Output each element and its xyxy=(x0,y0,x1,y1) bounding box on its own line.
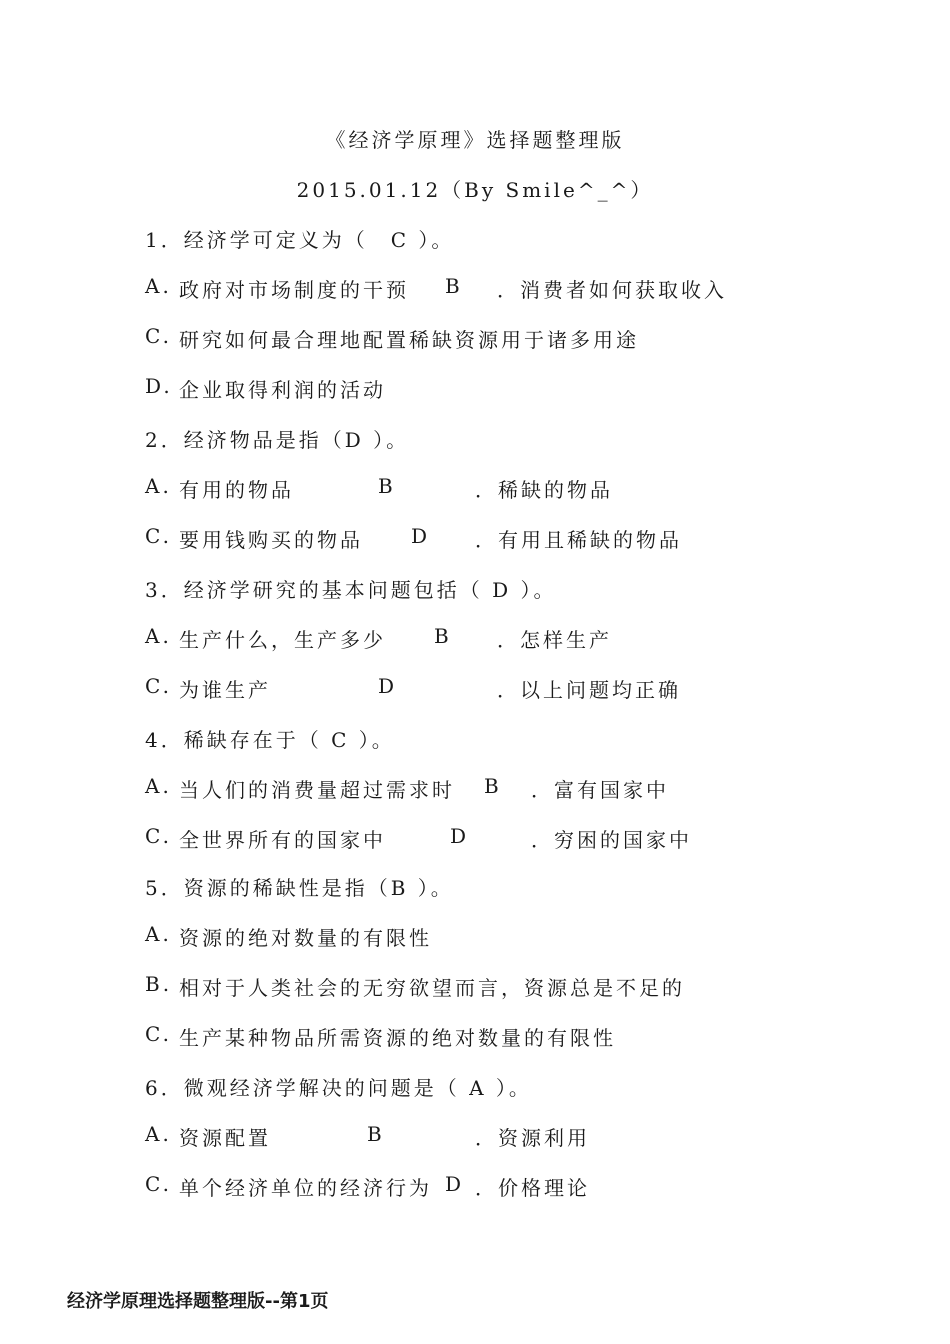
option-text: 相对于人类社会的无穷欲望而言，资源总是不足的 xyxy=(179,976,685,1000)
question-stem: 1．经济学可定义为（ C ）。 xyxy=(145,228,455,252)
option-text: ．资源利用 xyxy=(475,1126,590,1150)
question-stem: 2．经济物品是指（D ）。 xyxy=(145,428,410,452)
option-text: ．富有国家中 xyxy=(531,778,669,802)
option-label: A. xyxy=(145,474,172,498)
option-text: 当人们的消费量超过需求时 xyxy=(179,778,455,802)
option-text: ．以上问题均正确 xyxy=(497,678,681,702)
option-text: 企业取得利润的活动 xyxy=(179,378,386,402)
option-label: A. xyxy=(145,274,172,298)
option-text: 资源的绝对数量的有限性 xyxy=(179,926,432,950)
option-text: ．有用且稀缺的物品 xyxy=(475,528,682,552)
option-label: D xyxy=(411,524,431,548)
option-label: A. xyxy=(145,1122,172,1146)
option-label: B xyxy=(445,274,463,298)
option-label: B xyxy=(434,624,452,648)
option-text: 要用钱购买的物品 xyxy=(179,528,363,552)
option-label: D xyxy=(445,1172,465,1196)
option-text: ．怎样生产 xyxy=(497,628,612,652)
option-label: D. xyxy=(145,374,173,398)
option-text: ．稀缺的物品 xyxy=(475,478,613,502)
option-label: D xyxy=(450,824,470,848)
option-text: ．穷困的国家中 xyxy=(531,828,692,852)
option-text: ．价格理论 xyxy=(475,1176,590,1200)
option-label: A. xyxy=(145,624,172,648)
question-stem: 4．稀缺存在于（ C ）。 xyxy=(145,728,395,752)
option-text: 为谁生产 xyxy=(179,678,271,702)
page-footer: 经济学原理选择题整理版--第1页 xyxy=(67,1291,329,1312)
option-label: B xyxy=(484,774,502,798)
option-label: B. xyxy=(145,972,173,996)
option-text: 有用的物品 xyxy=(179,478,294,502)
document-title: 《经济学原理》选择题整理版 xyxy=(325,128,625,152)
option-label: A. xyxy=(145,922,172,946)
option-label: B xyxy=(378,474,396,498)
document-date-line: 2015.01.12（By Smile^_^） xyxy=(296,178,654,202)
option-text: 全世界所有的国家中 xyxy=(179,828,386,852)
option-label: C. xyxy=(145,1022,172,1046)
question-stem: 5．资源的稀缺性是指（B ）。 xyxy=(145,876,454,900)
option-label: A. xyxy=(145,774,172,798)
option-label: C. xyxy=(145,824,172,848)
option-label: C. xyxy=(145,1172,172,1196)
option-text: 生产某种物品所需资源的绝对数量的有限性 xyxy=(179,1026,616,1050)
option-text: 单个经济单位的经济行为 xyxy=(179,1176,432,1200)
option-label: C. xyxy=(145,324,172,348)
option-text: 研究如何最合理地配置稀缺资源用于诸多用途 xyxy=(179,328,639,352)
option-label: C. xyxy=(145,674,172,698)
question-stem: 6．微观经济学解决的问题是（ A ）。 xyxy=(145,1076,532,1100)
option-label: B xyxy=(367,1122,385,1146)
option-label: D xyxy=(378,674,398,698)
option-text: ．消费者如何获取收入 xyxy=(497,278,727,302)
option-text: 生产什么，生产多少 xyxy=(179,628,386,652)
question-stem: 3．经济学研究的基本问题包括（ D ）。 xyxy=(145,578,557,602)
option-text: 政府对市场制度的干预 xyxy=(179,278,409,302)
option-label: C. xyxy=(145,524,172,548)
option-text: 资源配置 xyxy=(179,1126,271,1150)
